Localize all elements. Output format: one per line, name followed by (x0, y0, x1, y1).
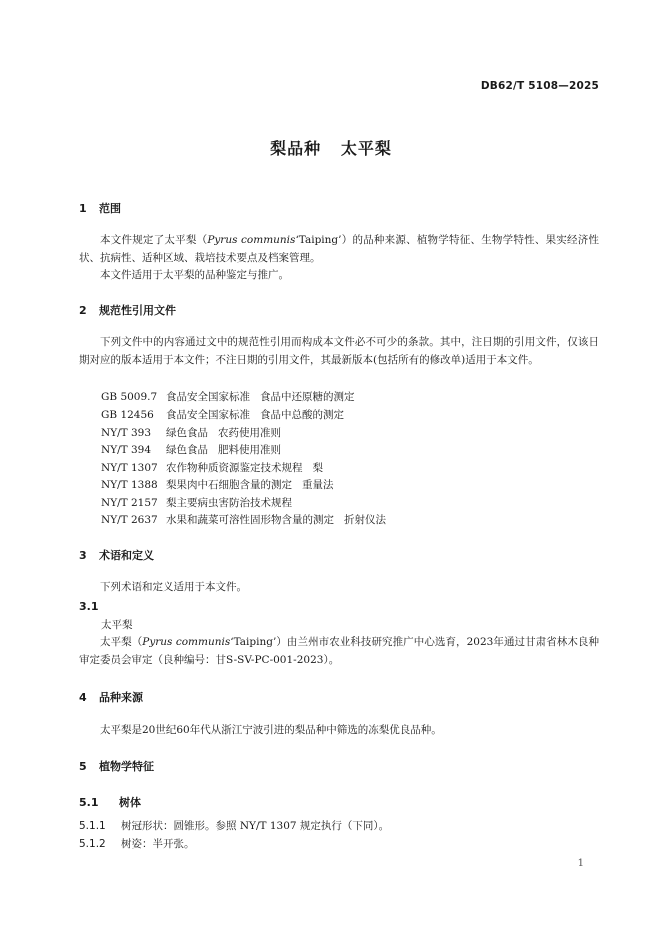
text-run: ‘Taiping’）的品种来源、植物学特征、生物学特性、果实经济性状、抗病性、适种区域、栽培技术要点及档案管理。 (79, 234, 599, 264)
reference-item (101, 407, 344, 422)
reference-code: GB 12456 (101, 409, 154, 421)
reference-title: 绿色食品 农药使用准则 (166, 427, 282, 439)
reference-item (101, 477, 334, 492)
section-number: 2 (79, 304, 87, 317)
section-number: 3 (79, 549, 87, 562)
reference-code: NY/T 1307 (101, 462, 158, 474)
reference-title: 梨主要病虫害防治技术规程 (166, 497, 292, 509)
reference-code: GB 5009.7 (101, 391, 158, 403)
term-definition (79, 634, 599, 669)
reference-code: NY/T 393 (101, 427, 152, 439)
section-number: 4 (79, 691, 87, 704)
document-title: 梨品种 太平梨 (270, 139, 392, 158)
latin-name: Pyrus communis (207, 234, 296, 246)
reference-code: NY/T 1388 (101, 479, 158, 491)
reference-item (101, 460, 323, 475)
terms-intro: 下列术语和定义适用于本文件。 (100, 581, 247, 593)
reference-code: NY/T 2637 (101, 514, 158, 526)
section-title: 植物学特征 (99, 760, 154, 773)
clause-item (79, 818, 389, 833)
section-number: 5 (79, 760, 87, 773)
reference-code: NY/T 2157 (101, 497, 158, 509)
clause-number: 5.1.1 (79, 820, 106, 832)
section-title: 品种来源 (99, 691, 143, 704)
reference-title: 绿色食品 肥料使用准则 (166, 444, 282, 456)
subsection-number: 5.1 (79, 796, 99, 809)
text-run: ‘Taiping’）由兰州市农业科技研究推广中心选育，2023年通过甘肃省林木良种审定委员会审定（良种编号：甘S-SV-PC-001-2023）。 (79, 636, 600, 666)
section-3-heading (79, 547, 154, 563)
origin-paragraph: 太平梨是20世纪60年代从浙江宁波引进的梨品种中筛选的冻梨优良品种。 (100, 724, 442, 736)
section-2-heading (79, 302, 176, 318)
clause-text: 树冠形状：圆锥形。参照 NY/T 1307 规定执行（下同）。 (121, 820, 390, 832)
section-4-heading (79, 689, 143, 705)
page-number: 1 (577, 858, 584, 869)
section-number: 1 (79, 202, 87, 215)
reference-code: NY/T 394 (101, 444, 152, 456)
section-title: 术语和定义 (99, 549, 154, 562)
term-number: 3.1 (79, 600, 99, 613)
scope-paragraph (79, 232, 599, 267)
clause-item (79, 836, 195, 851)
scope-applicability: 本文件适用于太平梨的品种鉴定与推广。 (100, 269, 289, 281)
reference-item (101, 495, 292, 510)
references-intro: 下列文件中的内容通过文中的规范性引用而构成本文件必不可少的条款。其中，注日期的引用文件，仅该日期对应的版本适用于本文件；不注日期的引用文件，其最新版本(包括所有的修改单)适用于本文件。 (79, 336, 599, 366)
section-1-heading (79, 200, 121, 216)
reference-title: 食品安全国家标准 食品中还原糖的测定 (166, 391, 355, 403)
reference-title: 水果和蔬菜可溶性固形物含量的测定 折射仪法 (166, 514, 387, 526)
text-run: 太平梨（ (100, 636, 143, 648)
reference-title: 食品安全国家标准 食品中总酸的测定 (166, 409, 345, 421)
section-title: 范围 (99, 202, 121, 215)
term-name: 太平梨 (101, 619, 133, 631)
clause-number: 5.1.2 (79, 838, 106, 850)
reference-title: 农作物种质资源鉴定技术规程 梨 (166, 462, 324, 474)
reference-item (101, 512, 386, 527)
reference-title: 梨果肉中石细胞含量的测定 重量法 (166, 479, 334, 491)
subsection-title: 树体 (119, 796, 141, 809)
text-run: 本文件规定了太平梨（ (100, 234, 208, 246)
latin-name: Pyrus communis (142, 636, 231, 648)
section-5-heading (79, 758, 154, 774)
reference-item (101, 425, 281, 440)
document-code: DB62/T 5108—2025 (480, 80, 599, 92)
reference-item (101, 389, 355, 404)
section-title: 规范性引用文件 (99, 304, 176, 317)
subsection-5-1-heading (79, 794, 141, 810)
reference-item (101, 442, 281, 457)
clause-text: 树姿：半开张。 (121, 838, 195, 850)
